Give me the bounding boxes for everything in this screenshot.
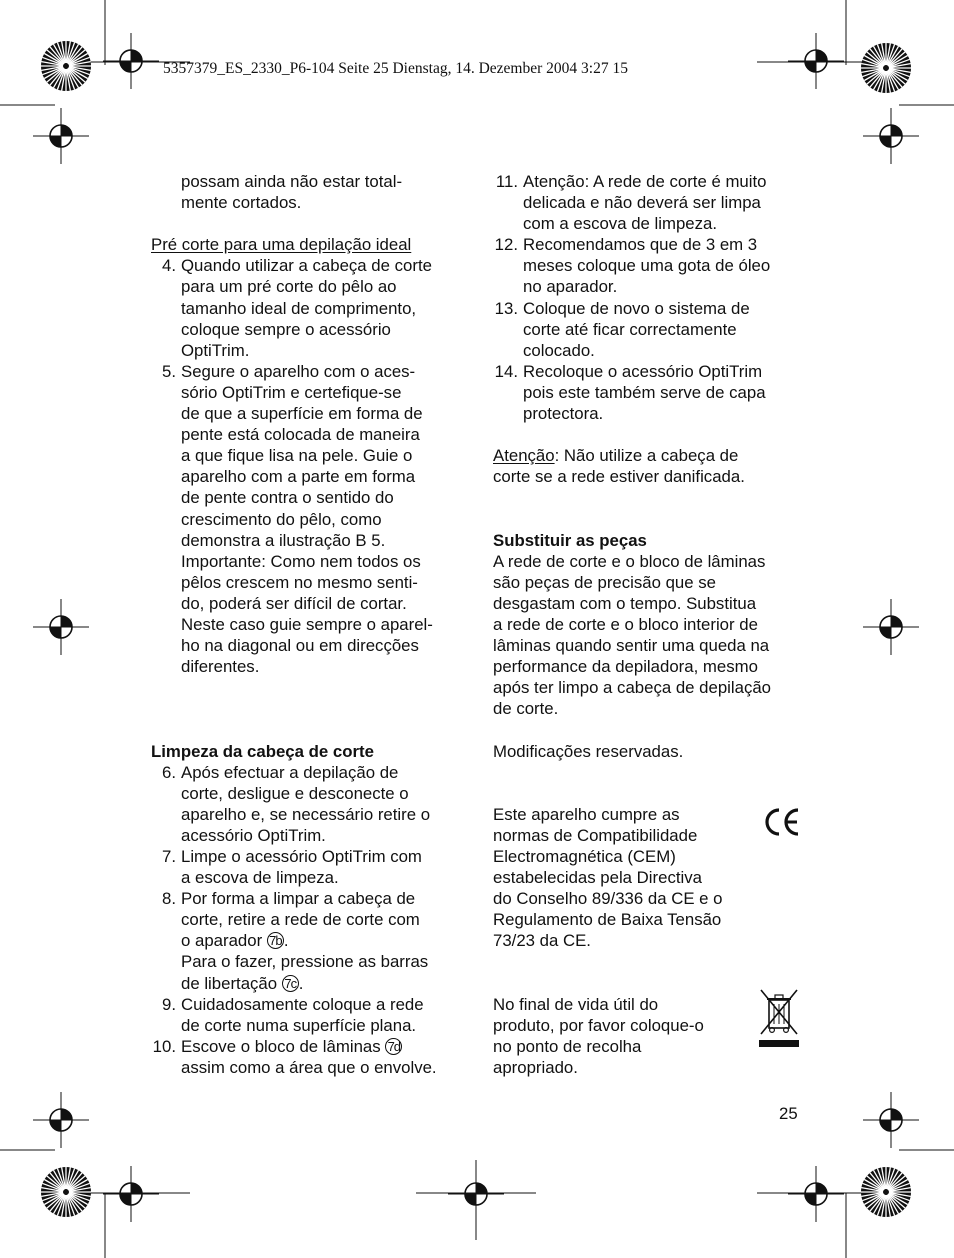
- list-item-9: 9. Cuidadosamente coloque a rede de corte numa superfície plana.: [162, 994, 424, 1035]
- list-item-7: 7. Limpe o acessório OptiTrim com a escova de limpeza.: [162, 847, 422, 888]
- ce-compliance: Este aparelho cumpre as normas de Compatibilidade Electromagnética (CEM) estabelecidas pela Directiva do Conselho 89/336 da CE e o Regulamento de Baixa Tensão 73/23 da CE.: [493, 804, 805, 952]
- list-item-10: 10. Escove o bloco de lâminas 7d assim como a área que o envolve.: [152, 1036, 437, 1077]
- page-number: 25: [779, 1104, 798, 1123]
- list-item-5: 5. Segure o aparelho com o aces- sório OptiTrim e certefique-se de que a superfície em forma de pente está colocada de maneira a que fique lisa na pele. Guie o aparelho com a parte em forma de pente contra o sentido do crescimento do pêlo, como demonstra a ilustração B 5. Importante: Como nem todos os pêlos crescem no mesmo senti- do, poderá ser difícil de cortar. Neste caso guie sempre o aparel- ho na diagonal ou em direcções diferentes.: [162, 361, 433, 677]
- intro-text: possam ainda não estar total- mente cortados.: [181, 172, 403, 213]
- starburst-target-icon: [41, 41, 91, 91]
- replace-text: A rede de corte e o bloco de lâminas são peças de precisão que se desgastam com o tempo. Substitua a rede de corte e o bloco interior de lâminas quando sentir uma queda na performance da depiladora, mesmo após ter limpo a cabeça de depilação de corte.: [493, 551, 772, 719]
- print-header: 5357379_ES_2330_P6-104 Seite 25 Dienstag, 14. Dezember 2004 3:27 15: [163, 60, 628, 77]
- list-item-14: 14. Recoloque o acessório OptiTrim pois este também serve de capa protectora.: [494, 361, 766, 424]
- list-item-6: 6. Após efectuar a depilação de corte, desligue e desconecte o aparelho e, se necessário retire o acessório OptiTrim.: [162, 762, 431, 845]
- starburst-target-icon: [861, 1167, 911, 1217]
- left-column: [151, 171, 466, 1078]
- disposal-note: No final de vida útil do produto, por favor coloque-o no ponto de recolha apropriado.: [493, 994, 805, 1078]
- starburst-target-icon: [861, 43, 911, 93]
- reserved-text: Modificações reservadas.: [493, 741, 684, 761]
- ce-mark-icon: [763, 807, 801, 837]
- section-title-precut: Pré corte para uma depilação ideal: [151, 235, 412, 255]
- crossed-bin-icon: [757, 988, 801, 1050]
- list-item-8: 8. Por forma a limpar a cabeça de corte, retire a rede de corte com o aparador 7b . Para o fazer, pressione as barras de libertação 7c .: [162, 889, 429, 993]
- list-item-4: 4. Quando utilizar a cabeça de corte para um pré corte do pêlo ao tamanho ideal de comprimento, coloque sempre o acessório OptiTrim.: [162, 256, 432, 360]
- right-column: [493, 171, 805, 1078]
- list-item-12: 12. Recomendamos que de 3 em 3 meses coloque uma gota de óleo no aparador.: [494, 235, 771, 297]
- ref-7b: 7b: [267, 932, 284, 949]
- list-item-11: 11. Atenção: A rede de corte é muito delicada e não deverá ser limpa com a escova de limpeza.: [495, 172, 767, 234]
- list-item-13: 13. Coloque de novo o sistema de corte até ficar correctamente colocado.: [494, 298, 750, 360]
- ref-7d: 7d: [385, 1038, 402, 1055]
- section-title-replace: Substituir as peças: [493, 530, 647, 550]
- ref-7c: 7c: [282, 975, 299, 992]
- section-title-cleaning: Limpeza da cabeça de corte: [151, 741, 374, 761]
- attention-note: Atenção: Não utilize a cabeça de corte se a rede estiver danificada.: [493, 446, 745, 487]
- starburst-target-icon: [41, 1167, 91, 1217]
